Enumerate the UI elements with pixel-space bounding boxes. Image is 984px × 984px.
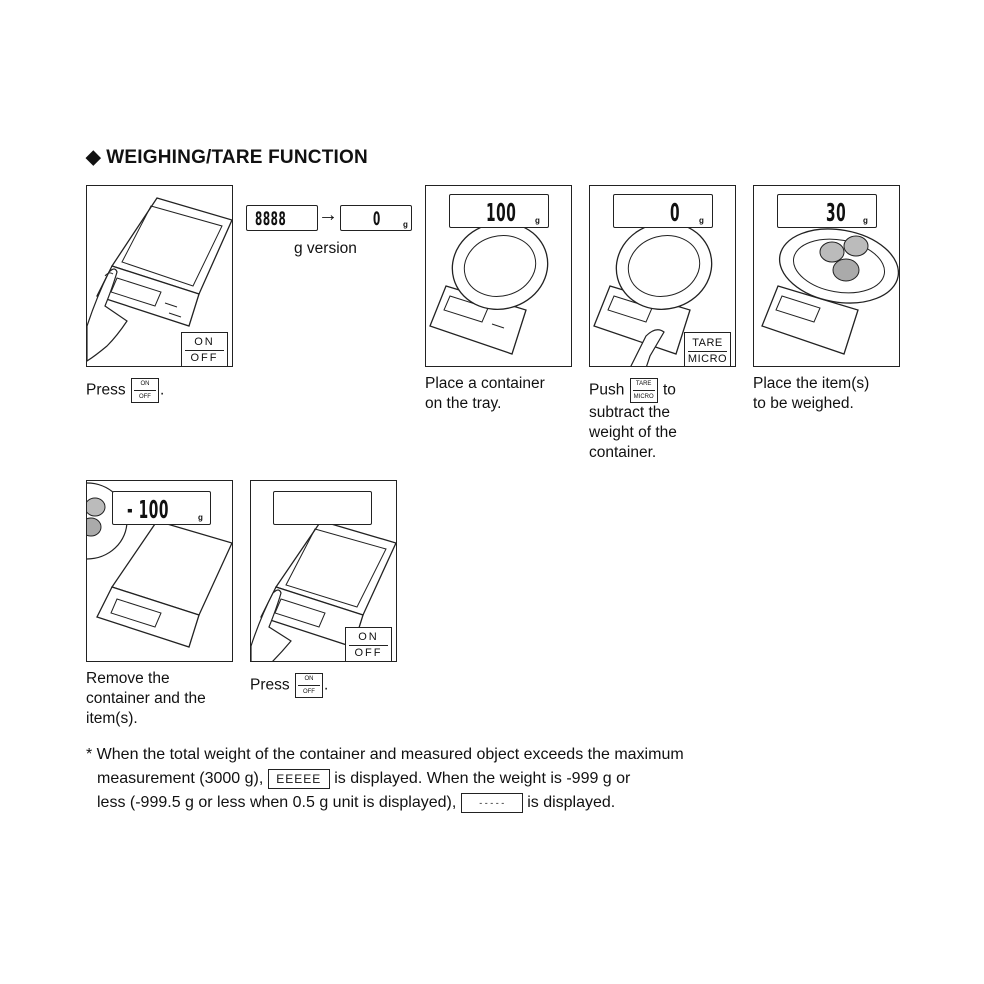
step6-caption: Remove the container and the item(s). — [86, 670, 206, 727]
g-version-label: g version — [294, 240, 357, 257]
on-label: ON — [194, 336, 215, 348]
footnote: * When the total weight of the container and measured object exceeds the maximum measurement (3000 g), EEEEE is displayed. When the weight is -999 g or less (-999.5 g or less when 0.5 g unit is displayed), - - - - - is displayed. — [86, 746, 684, 811]
section-title: ◆ WEIGHING/TARE FUNCTION — [86, 147, 368, 168]
step7-caption: Press ON OFF . — [250, 673, 328, 698]
arrow-icon: → — [318, 204, 338, 226]
step3-caption: Place a container on the tray. — [425, 375, 545, 412]
off-label: OFF — [190, 352, 219, 364]
startup-display: 8888 — [246, 205, 318, 231]
step7-illustration — [250, 480, 397, 662]
step1-caption: Press ON OFF . — [86, 378, 164, 403]
error-display-icon: EEEEE — [268, 769, 330, 789]
display-30: 30 g — [777, 194, 877, 228]
zero-display: 0 g — [340, 205, 412, 231]
tare-micro-icon: TARE MICRO — [630, 378, 658, 403]
step4-caption: Push TARE MICRO to subtract the weight of the container. — [589, 378, 677, 463]
step1-illustration — [86, 185, 233, 367]
on-off-button[interactable] — [181, 332, 228, 367]
step3-illustration — [425, 185, 572, 367]
step5-caption: Place the item(s) to be weighed. — [753, 375, 870, 412]
on-off-icon: ON OFF — [295, 673, 323, 698]
on-off-button[interactable]: ON OFF — [345, 627, 392, 662]
display-zero: 0 g — [613, 194, 713, 228]
display-100: 100 g — [449, 194, 549, 228]
underrange-display-icon: - - - - - — [461, 793, 523, 813]
step5-illustration — [753, 185, 900, 367]
on-off-icon: ON OFF — [131, 378, 159, 403]
step6-illustration — [86, 480, 233, 662]
step4-illustration — [589, 185, 736, 367]
tare-micro-button[interactable]: TARE MICRO — [684, 332, 731, 367]
blank-display — [273, 491, 372, 525]
display-negative-100: - 100 g — [112, 491, 211, 525]
